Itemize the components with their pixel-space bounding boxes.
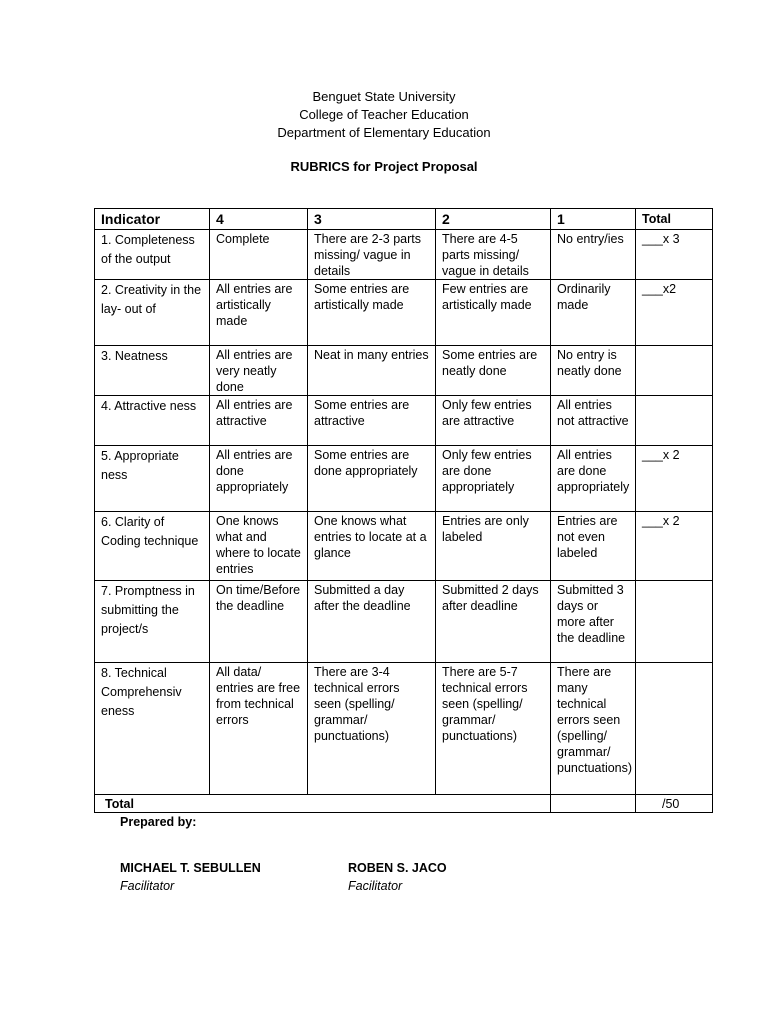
score-3-cell: There are 2-3 parts missing/ vague in details — [308, 230, 436, 280]
document-title: RUBRICS for Project Proposal — [290, 159, 478, 174]
score-1-cell: All entries not attractive — [551, 396, 636, 446]
rubric-table — [94, 208, 713, 813]
score-4-cell: Complete — [210, 230, 308, 280]
indicator-cell: 6. Clarity of Coding technique — [95, 512, 210, 581]
table-row — [95, 512, 713, 581]
col-2-header: 2 — [436, 209, 551, 230]
score-2-cell: Entries are only labeled — [436, 512, 551, 581]
score-3-cell: Submitted a day after the deadline — [308, 581, 436, 663]
score-4-cell: On time/Before the deadline — [210, 581, 308, 663]
score-2-cell: Only few entries are done appropriately — [436, 446, 551, 512]
score-3-cell: Some entries are artistically made — [308, 280, 436, 346]
score-2-cell: Some entries are neatly done — [436, 346, 551, 396]
score-1-cell: All entries are done appropriately — [551, 446, 636, 512]
indicator-cell: 3. Neatness — [95, 346, 210, 396]
score-3-cell: One knows what entries to locate at a glance — [308, 512, 436, 581]
total-cell — [636, 581, 713, 663]
total-cell: ___x2 — [636, 280, 713, 346]
indicator-cell: 5. Appropriate ness — [95, 446, 210, 512]
table-row — [95, 280, 713, 346]
facilitator-2-role: Facilitator — [348, 879, 403, 893]
total-cell — [636, 346, 713, 396]
score-4-cell: All entries are attractive — [210, 396, 308, 446]
score-1-cell: Submitted 3 days or more after the deadline — [551, 581, 636, 663]
facilitator-1-role: Facilitator — [120, 879, 175, 893]
table-row — [95, 396, 713, 446]
total-row — [95, 795, 713, 813]
score-1-cell: No entry/ies — [551, 230, 636, 280]
score-1-cell: No entry is neatly done — [551, 346, 636, 396]
total-cell — [636, 663, 713, 795]
table-row — [95, 663, 713, 795]
total-cell — [636, 396, 713, 446]
score-4-cell: One knows what and where to locate entries — [210, 512, 308, 581]
total-empty-cell — [551, 795, 636, 813]
indicator-cell: 7. Promptness in submitting the project/s — [95, 581, 210, 663]
score-2-cell: Submitted 2 days after deadline — [436, 581, 551, 663]
score-2-cell: There are 5-7 technical errors seen (spelling/ grammar/ punctuations) — [436, 663, 551, 795]
college-name: College of Teacher Education — [299, 107, 469, 122]
col-4-header: 4 — [210, 209, 308, 230]
facilitator-1-name: MICHAEL T. SEBULLEN — [120, 861, 261, 875]
total-score: /50 — [636, 795, 713, 813]
total-label: Total — [95, 795, 551, 813]
score-4-cell: All entries are done appropriately — [210, 446, 308, 512]
score-3-cell: Some entries are attractive — [308, 396, 436, 446]
indicator-cell: 2. Creativity in the lay- out of — [95, 280, 210, 346]
department-name: Department of Elementary Education — [277, 125, 491, 140]
facilitator-2-name: ROBEN S. JACO — [348, 861, 447, 875]
table-row — [95, 446, 713, 512]
score-4-cell: All data/ entries are free from technical errors — [210, 663, 308, 795]
col-3-header: 3 — [308, 209, 436, 230]
indicator-cell: 1. Completeness of the output — [95, 230, 210, 280]
header-row — [95, 209, 713, 230]
total-cell: ___x 3 — [636, 230, 713, 280]
university-name: Benguet State University — [312, 89, 456, 104]
total-cell: ___x 2 — [636, 446, 713, 512]
total-cell: ___x 2 — [636, 512, 713, 581]
score-1-cell: Entries are not even labeled — [551, 512, 636, 581]
score-4-cell: All entries are very neatly done — [210, 346, 308, 396]
score-1-cell: There are many technical errors seen (spelling/ grammar/ punctuations) — [551, 663, 636, 795]
col-indicator-header: Indicator — [95, 209, 210, 230]
score-3-cell: Some entries are done appropriately — [308, 446, 436, 512]
score-1-cell: Ordinarily made — [551, 280, 636, 346]
col-total-header: Total — [636, 209, 713, 230]
score-3-cell: Neat in many entries — [308, 346, 436, 396]
score-3-cell: There are 3-4 technical errors seen (spelling/ grammar/ punctuations) — [308, 663, 436, 795]
table-row — [95, 346, 713, 396]
indicator-cell: 4. Attractive ness — [95, 396, 210, 446]
col-1-header: 1 — [551, 209, 636, 230]
indicator-cell: 8. Technical Comprehensiv eness — [95, 663, 210, 795]
score-2-cell: There are 4-5 parts missing/ vague in details — [436, 230, 551, 280]
table-row — [95, 581, 713, 663]
score-2-cell: Only few entries are attractive — [436, 396, 551, 446]
prepared-by-label: Prepared by: — [120, 815, 197, 829]
score-2-cell: Few entries are artistically made — [436, 280, 551, 346]
table-row — [95, 230, 713, 280]
score-4-cell: All entries are artistically made — [210, 280, 308, 346]
